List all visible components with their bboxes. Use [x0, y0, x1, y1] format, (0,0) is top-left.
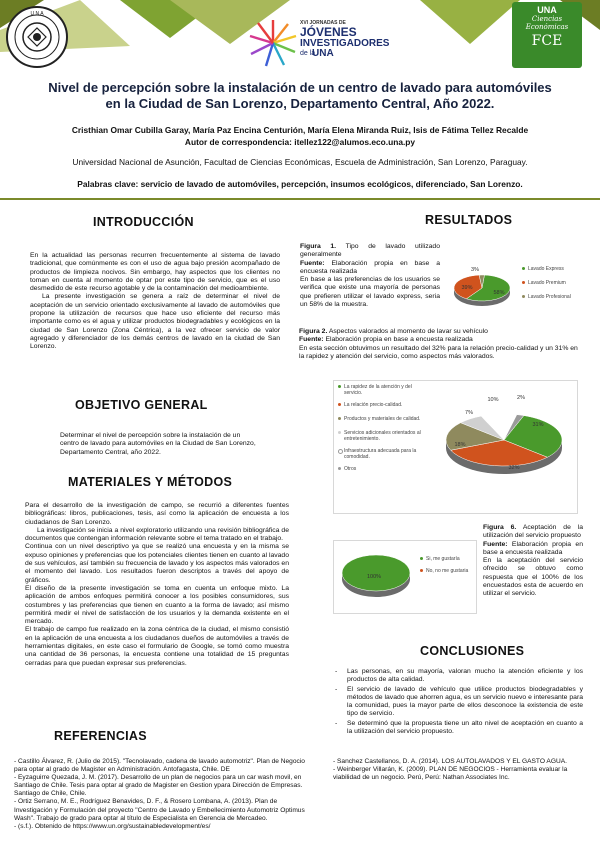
conclusion-item: [333, 686, 583, 719]
legend-dot-icon: [338, 385, 341, 388]
event-logo-line4: de la: [300, 50, 316, 57]
starburst-icon: [248, 18, 298, 68]
data-label: 39%: [461, 285, 473, 291]
legend-item: [338, 448, 430, 460]
conclusion-item: [333, 668, 583, 685]
reference-item: - (s.f.). Obtenido de https://www.un.org/sustainabledevelopment/es/: [14, 822, 211, 830]
methods-paragraph: La investigación se inicia a nivel exploratorio utilizando una revisión bibliográfica de documentos que contengan información relevante sobre el tema tratado en el trabajo.: [25, 526, 289, 543]
bullet: -: [335, 668, 338, 675]
data-label: 31%: [532, 422, 544, 428]
correspondence: Autor de correspondencia: itellez122@alumos.eco.una.py: [184, 137, 416, 147]
fig2-title: Aspectos valorados al momento de lavar su vehículo: [328, 328, 488, 335]
legend-item: [522, 280, 572, 286]
data-label: 7%: [465, 410, 473, 416]
legend-label: Lavado Profesional: [528, 294, 571, 300]
fce-logo-line2: Ciencias: [531, 15, 563, 23]
reference-item: - Sanchez Castellanos, D. A. (2014). LOS AUTOLAVADOS Y EL GASTO AGUA.: [333, 758, 567, 765]
fig1-pie: [447, 262, 517, 312]
fig6-text: En la aceptación del servicio ofrecido se obtuvo como respuesta que el 100% de los encuestados esta de acuerdo en utilizar el servicio.: [483, 557, 583, 598]
methods-paragraph: Para el desarrollo de la investigación de campo, se recurrió a diferentes fuentes bibliográficas: libros, publicaciones, tesis, así como la aplicación de encuesta a los ciudadanos de San Lorenzo.: [25, 502, 289, 526]
authors: Cristhian Omar Cubilla Garay, María Paz Encina Centurión, María Elena Miranda Ruiz, Isis de Fátima Tellez Recalde: [71, 125, 529, 135]
methods-paragraph: El diseño de la presente investigación se toma en cuenta un enfoque mixto. La aplicación de ambos enfoques permitirá conocer a los posibles consumidores, sus costumbres y las preferencias que tienen en cuanto a la forma de lavado; así mismo permitirá medir el nivel de satisfacción de los usuarios y la demanda existente en el mercado.: [25, 584, 289, 626]
fig1-label: Figura 1.: [300, 243, 337, 250]
legend-dot-icon: [420, 557, 423, 560]
conclusions-list: [333, 668, 583, 737]
legend-label: Otros: [344, 466, 357, 472]
reference-item: - Ortiz Serrano, M. E., Rodríguez Benavides, D. F., & Rosero Lombana, A. (2013). Plan de Investigación y Formulación del proyecto "Centro de Lavado y Embellecimiento Automotriz Optimus Wash". Trabajo de grado para optar al título de Especialista en Gerencia de Mercadeo.: [14, 798, 305, 822]
event-logo: [248, 18, 398, 68]
fig1-legend: [522, 266, 572, 304]
methods-paragraph: El trabajo de campo fue realizado en la zona céntrica de la ciudad, el mismo consistió en la aplicación de una encuesta a los ciudadanos dueños de automóviles a través de herramientas digitales, en este caso el formulario de Google, se tomó como muestra una cantidad de 36 personas, la encuesta contiene una totalidad de 15 preguntas cerradas para que puedan expresar sus preferencias.: [25, 626, 289, 667]
event-logo-line3: INVESTIGADORES: [300, 38, 390, 49]
bullet: -: [335, 719, 338, 727]
fig2-source-label: Fuente:: [299, 336, 324, 344]
event-logo-line5: UNA: [312, 48, 334, 59]
bullet: -: [335, 685, 338, 693]
legend-item: [338, 466, 430, 472]
reference-item: - Weinberger Villarán, K. (2009). PLAN DE NEGOCIOS - Herramienta evaluar la viabilidad de un negocio. Perú, Perú: Nathan Associates Inc.: [333, 766, 568, 782]
conclusions-heading: CONCLUSIONES: [420, 644, 525, 658]
poster-title-line1: Nivel de percepción sobre la instalación de un centro de lavado para automóviles: [48, 80, 552, 95]
legend-dot-icon: [338, 467, 341, 470]
legend-item: [522, 266, 572, 272]
legend-label: Lavado Express: [528, 266, 564, 272]
fce-logo: [512, 2, 582, 68]
fig6-source: Elaboración propia en base a encuesta realizada: [483, 540, 583, 556]
legend-dot-icon: [338, 431, 341, 434]
legend-label: Servicios adicionales orientados al entretenimiento.: [344, 430, 421, 442]
legend-label: La rapidez de la atención y del servicio.: [344, 384, 412, 396]
fig6-source-label: Fuente:: [483, 540, 508, 548]
fig2-legend: [338, 384, 430, 476]
poster-title-line2: en la Ciudad de San Lorenzo, Departamento Central, Año 2022.: [105, 96, 495, 111]
data-label: 10%: [487, 397, 499, 403]
legend-label: No, no me gustaria: [426, 568, 469, 574]
university-seal-logo: [6, 6, 68, 68]
pie-slice: [342, 555, 410, 591]
legend-dot-icon: [338, 449, 343, 454]
conclusion-text: El servicio de lavado de vehículo que utilice productos biodegradables y métodos de lavado que ahorren agua, es un servicio nuevo e interesante para la comunidad, pues la mayor parte de ellos desconoce la existencia de este tipo de servicio.: [347, 685, 583, 718]
objective-text: Determinar el nivel de percepción sobre la instalación de un centro de lavado para automóviles en la Ciudad de San Lorenzo, Departamento Central, año 2022.: [60, 432, 256, 456]
methods-heading: MATERIALES Y MÉTODOS: [68, 475, 233, 489]
institution: Universidad Nacional de Asunción, Facultad de Ciencias Económicas, Escuela de Administración, San Lorenzo, Paraguay.: [72, 157, 528, 167]
legend-item: [420, 556, 472, 562]
intro-paragraph: La presente investigación se genera a raíz de determinar el nivel de aceptación de un servicio orientado exclusivamente al lavado de automóviles que propone la utilización de recursos que hace uso eficiente del recurso más importante como es el agua y utilizar productos biodegradables y ecológicos en la ciudad de San Lorenzo (Zona Céntrica), a la vez ofrecer servicio de valor agregado y diferenciador de los demás centros de lavado en la ciudad de San Lorenzo.: [30, 293, 280, 351]
fce-logo-line3: Económicas: [525, 23, 569, 31]
fig1-caption: [300, 243, 440, 309]
fig2-pie: [432, 388, 572, 508]
legend-label: Si, me gustaría: [426, 556, 460, 562]
fig1-source-label: Fuente:: [300, 259, 325, 267]
references-heading: REFERENCIAS: [54, 729, 147, 743]
fig6-label: Figura 6.: [483, 524, 517, 531]
reference-item: - Eyzaguirre Quezada, J. M. (2017). Desarrollo de un plan de negocios para un car wash movil, en Santiago de Chile. Tesis para optar al grado de Magister en Gestion ypara Dirección de Empresas. Santiago de Chile, Chile.: [14, 774, 303, 798]
data-label: 2%: [517, 395, 525, 401]
reference-item: - Castillo Álvarez, R. (Julio de 2015). "Tecnolavado, cadena de lavado automotriz". Plan de Negocio para optar al grado de Magister en Administración. Antofagasta, Chile. DE: [14, 758, 305, 774]
legend-item: [338, 384, 430, 396]
legend-item: [338, 416, 430, 422]
fig6-title: Aceptación de la utilización del servicio propuesto: [483, 524, 584, 540]
legend-item: [338, 430, 430, 442]
fig6-legend: [420, 556, 472, 578]
conclusion-text: Las personas, en su mayoría, valoran mucho la atención eficiente y los productos de alta calidad.: [347, 668, 583, 684]
legend-item: [522, 294, 572, 300]
methods-text: [25, 502, 289, 668]
conclusion-item: [333, 720, 583, 737]
poster-title: [40, 80, 560, 112]
svg-text:U N A: U N A: [30, 11, 44, 17]
data-label: 18%: [454, 442, 466, 448]
legend-label: Productos y materiales de calidad.: [344, 416, 421, 422]
fig2-label: Figura 2.: [299, 328, 328, 335]
legend-dot-icon: [338, 403, 341, 406]
legend-dot-icon: [522, 281, 525, 284]
legend-dot-icon: [338, 417, 341, 420]
legend-label: La relación precio-calidad.: [344, 402, 403, 408]
legend-dot-icon: [522, 267, 525, 270]
methods-paragraph: Continua con un nivel descriptivo ya que se realizó una encuesta y en la misma se expuso opiniones y preferencias que los potenciales clientes tienen en cuanto al lavado de sus vehículos, así también su frecuencia de lavado y los aspectos más valorados en el momento del lavado. Los resultados fueron descriptos a través del apoyo de gráficos.: [25, 543, 289, 584]
fig6-caption: [483, 524, 583, 599]
data-label: 100%: [366, 574, 382, 580]
fig1-title: Tipo de lavado utilizado generalmente: [300, 243, 440, 259]
conclusion-text: Se determinó que la propuesta tiene un alto nivel de aceptación en cuanto a la utilización del servicio propuesto.: [347, 719, 583, 736]
header-separator: [0, 198, 600, 200]
legend-item: [420, 568, 472, 574]
legend-item: [338, 402, 430, 408]
event-logo-line1: XVI JORNADAS DE: [300, 20, 346, 26]
intro-text: [30, 252, 280, 352]
fig6-pie: [336, 545, 422, 607]
fig1-text: En base a las preferencias de los usuarios se verifica que existe una mayoría de personas que prefieren utilizar el lavado express, seria un 58% de la muestra.: [300, 276, 440, 309]
data-label: 32%: [508, 465, 520, 471]
legend-label: Infraestructura adecuada para la comodidad.: [344, 448, 417, 460]
fig1-source: Elaboración propia en base a encuesta realizada: [300, 259, 440, 275]
legend-dot-icon: [420, 569, 423, 572]
references-right: [333, 758, 583, 782]
keywords: Palabras clave: servicio de lavado de automóviles, percepción, insumos ecológicos, diferenciado, San Lorenzo.: [77, 179, 523, 189]
fig2-text: En esta sección obtuvimos un resultado del 32% para la relación precio-calidad y un 31% en la rapidez y atención del servicio, como aspectos más valorados.: [299, 344, 578, 360]
fig2-caption: [299, 328, 584, 361]
legend-label: Lavado Premium: [528, 280, 566, 286]
data-label: 3%: [471, 267, 479, 273]
fce-logo-line1: UNA: [537, 5, 557, 15]
intro-heading: INTRODUCCIÓN: [93, 215, 194, 229]
references-left: [14, 758, 314, 831]
event-logo-line2: JÓVENES: [300, 25, 357, 39]
objective-heading: OBJETIVO GENERAL: [75, 398, 208, 412]
fig2-source: Elaboración propia en base a encuesta realizada: [325, 336, 473, 344]
fce-logo-line4: FCE: [531, 33, 563, 49]
legend-dot-icon: [522, 295, 525, 298]
intro-paragraph: En la actualidad las personas recurren frecuentemente al sistema de lavado tradicional, que comúnmente es con el uso de agua bajo presión acompañado de productos de limpieza nocivos. Sin embargo, hay aspectos que los clientes no toman en cuenta al momento de optar por este tipo de servicio, que es el uso desmedido de este recurso agotable y de la contaminación del medioambiente.: [30, 252, 280, 293]
data-label: 58%: [493, 290, 505, 296]
results-heading: RESULTADOS: [425, 213, 513, 227]
